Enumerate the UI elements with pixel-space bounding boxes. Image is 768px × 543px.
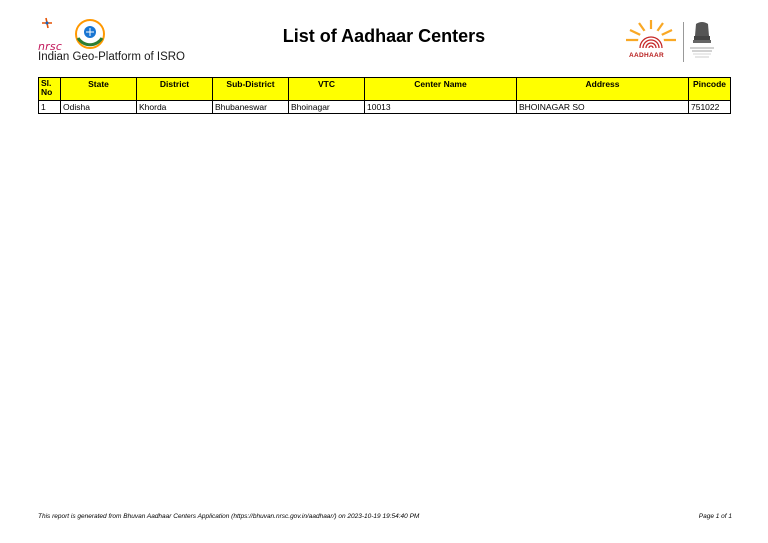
report-generation-note: This report is generated from Bhuvan Aadhaar Centers Application (https://bhuvan.nrsc.gov.in/aadhaar/) on 2023-10-19 19:54:40 PM [38, 513, 420, 520]
column-header-center-name: Center Name [365, 78, 517, 101]
logo-divider [683, 22, 684, 62]
column-header-state: State [61, 78, 137, 101]
column-header-address: Address [517, 78, 689, 101]
table-row [39, 101, 731, 114]
cell-center-name: 10013 [365, 101, 517, 114]
nrsc-wordmark: nrsc [38, 40, 63, 53]
column-header-vtc: VTC [289, 78, 365, 101]
cell-vtc: Bhoinagar [289, 101, 365, 114]
aadhaar-wordmark: AADHAAR [629, 52, 664, 59]
page-title: List of Aadhaar Centers [282, 26, 486, 46]
cell-sl-no: 1 [39, 101, 61, 114]
column-header-district: District [137, 78, 213, 101]
column-header-pincode: Pincode [689, 78, 731, 101]
page-number: Page 1 of 1 [698, 513, 732, 520]
platform-name: Indian Geo-Platform of ISRO [38, 51, 186, 63]
cell-pincode: 751022 [689, 101, 731, 114]
aadhaar-centers-table [38, 77, 731, 114]
cell-state: Odisha [61, 101, 137, 114]
cell-district: Khorda [137, 101, 213, 114]
cell-address: BHOINAGAR SO [517, 101, 689, 114]
national-emblem-icon [687, 20, 717, 64]
column-header-sub-district: Sub-District [213, 78, 289, 101]
cell-sub-district: Bhubaneswar [213, 101, 289, 114]
table-header-row [39, 78, 731, 101]
column-header-sl-no: Sl. No [39, 78, 61, 101]
